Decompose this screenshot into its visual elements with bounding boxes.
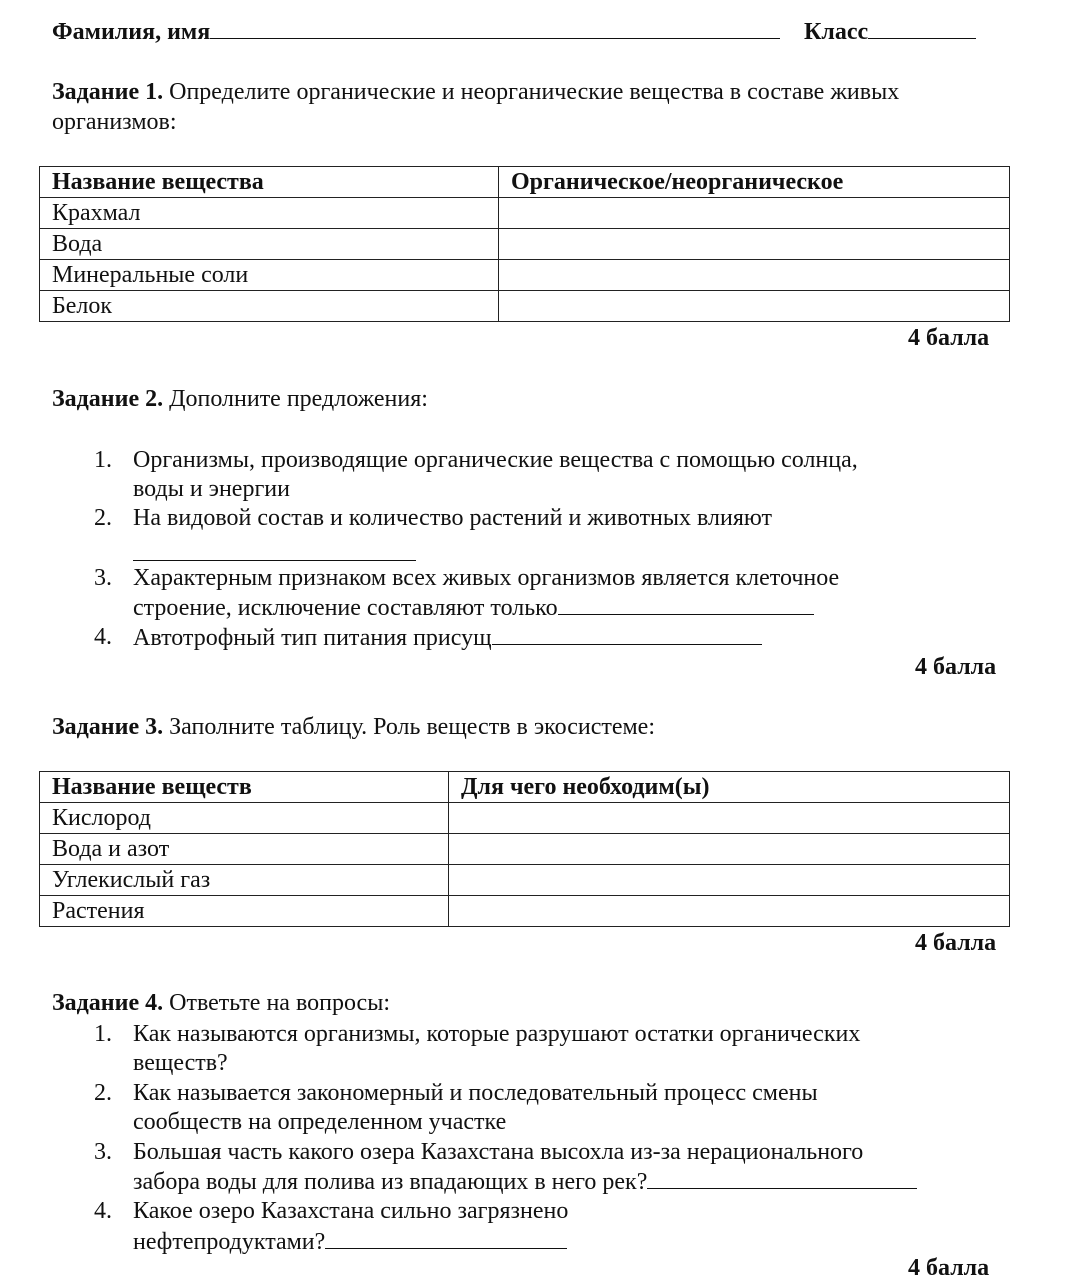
table-row [40,803,1010,834]
table-header-row [40,772,1010,803]
task2-item2-number: 2. [94,505,112,531]
task3-table [39,771,1010,927]
task3-header-purpose: Для чего необходим(ы) [449,772,1010,803]
task4-item2-line1: Как называется закономерный и последовательный процесс смены [133,1080,818,1106]
task3-answer-cell[interactable] [449,834,1010,865]
task4-score: 4 балла [908,1255,990,1281]
task2-item3-line2: строение, исключение составляют только [133,595,558,621]
task4-item4-line1: Какое озеро Казахстана сильно загрязнено [133,1198,569,1224]
table-row [40,834,1010,865]
task1-table [39,166,1010,322]
task1-cell-substance: Минеральные соли [40,260,499,291]
task4-item1-line2: веществ? [133,1050,228,1076]
task1-cell-substance: Крахмал [40,198,499,229]
name-field[interactable] [210,18,780,39]
task3-heading [52,714,655,741]
task2-item1-line1: Организмы, производящие органические вещества с помощью солнца, [133,447,858,473]
task3-title: Задание 3. [52,714,164,740]
task2-heading [52,386,428,413]
task2-item3-line1: Характерным признаком всех живых организмов является клеточное [133,565,840,591]
task1-text-line2: организмов: [52,109,177,135]
task4-item3-line2: забора воды для полива из впадающих в него рек? [133,1169,648,1195]
task4-item3-line2-wrap [133,1168,917,1196]
task3-cell-substance: Кислород [40,803,449,834]
task2-item3-answer-blank[interactable] [558,594,814,615]
task3-header-substance: Название веществ [40,772,449,803]
task3-answer-cell[interactable] [449,865,1010,896]
table-row [40,291,1010,322]
task3-cell-substance: Растения [40,896,449,927]
class-label: Класс [804,19,869,45]
task3-answer-cell[interactable] [449,803,1010,834]
table-row [40,260,1010,291]
task3-score: 4 балла [915,930,997,956]
task2-score: 4 балла [915,654,997,680]
task4-item1-line1: Как называются организмы, которые разрушают остатки органических [133,1021,861,1047]
task3-answer-cell[interactable] [449,896,1010,927]
task2-title: Задание 2. [52,386,164,412]
task4-item3-answer-blank[interactable] [647,1168,917,1189]
task1-cell-substance: Белок [40,291,499,322]
task2-item3-line2-wrap [133,594,814,622]
task2-item2-line1: На видовой состав и количество растений и животных влияют [133,505,772,531]
task4-title: Задание 4. [52,990,164,1016]
task4-item4-number: 4. [94,1198,112,1224]
task1-header-substance: Название вещества [40,167,499,198]
task1-heading [52,79,899,106]
class-line [804,18,976,46]
task3-cell-substance: Углекислый газ [40,865,449,896]
task4-item3-line1: Большая часть какого озера Казахстана высохла из-за нерационального [133,1139,864,1165]
header-line [52,18,780,46]
task1-answer-cell[interactable] [499,229,1010,260]
task2-item4-number: 4. [94,624,112,650]
task2-item4-wrap [133,624,762,652]
task4-item4-line2-wrap [133,1228,567,1256]
task4-item2-line2: сообществ на определенном участке [133,1109,507,1135]
task1-header-type: Органическое/неорганическое [499,167,1010,198]
task1-answer-cell[interactable] [499,198,1010,229]
task2-item4-line1: Автотрофный тип питания присущ [133,625,492,651]
task2-item4-answer-blank[interactable] [492,624,762,645]
task4-item4-line2: нефтепродуктами? [133,1229,326,1255]
table-header-row [40,167,1010,198]
name-label: Фамилия, имя [52,19,211,45]
task2-item1-line2: воды и энергии [133,476,290,502]
task4-text: Ответьте на вопросы: [169,990,390,1016]
table-row [40,229,1010,260]
task3-text: Заполните таблицу. Роль веществ в экосистеме: [169,714,655,740]
task3-cell-substance: Вода и азот [40,834,449,865]
task1-title: Задание 1. [52,79,164,105]
task4-item1-number: 1. [94,1021,112,1047]
task4-item3-number: 3. [94,1139,112,1165]
task1-cell-substance: Вода [40,229,499,260]
task4-item2-number: 2. [94,1080,112,1106]
table-row [40,896,1010,927]
class-field[interactable] [868,18,976,39]
task2-item1-number: 1. [94,447,112,473]
task4-heading [52,990,390,1017]
task2-item3-number: 3. [94,565,112,591]
task4-item4-answer-blank[interactable] [325,1228,567,1249]
table-row [40,865,1010,896]
task1-score: 4 балла [908,325,990,351]
task1-answer-cell[interactable] [499,260,1010,291]
task1-text-line1: Определите органические и неорганические вещества в составе живых [169,79,900,105]
task2-text: Дополните предложения: [169,386,428,412]
table-row [40,198,1010,229]
task2-item2-answer-blank[interactable] [133,540,416,561]
task1-answer-cell[interactable] [499,291,1010,322]
